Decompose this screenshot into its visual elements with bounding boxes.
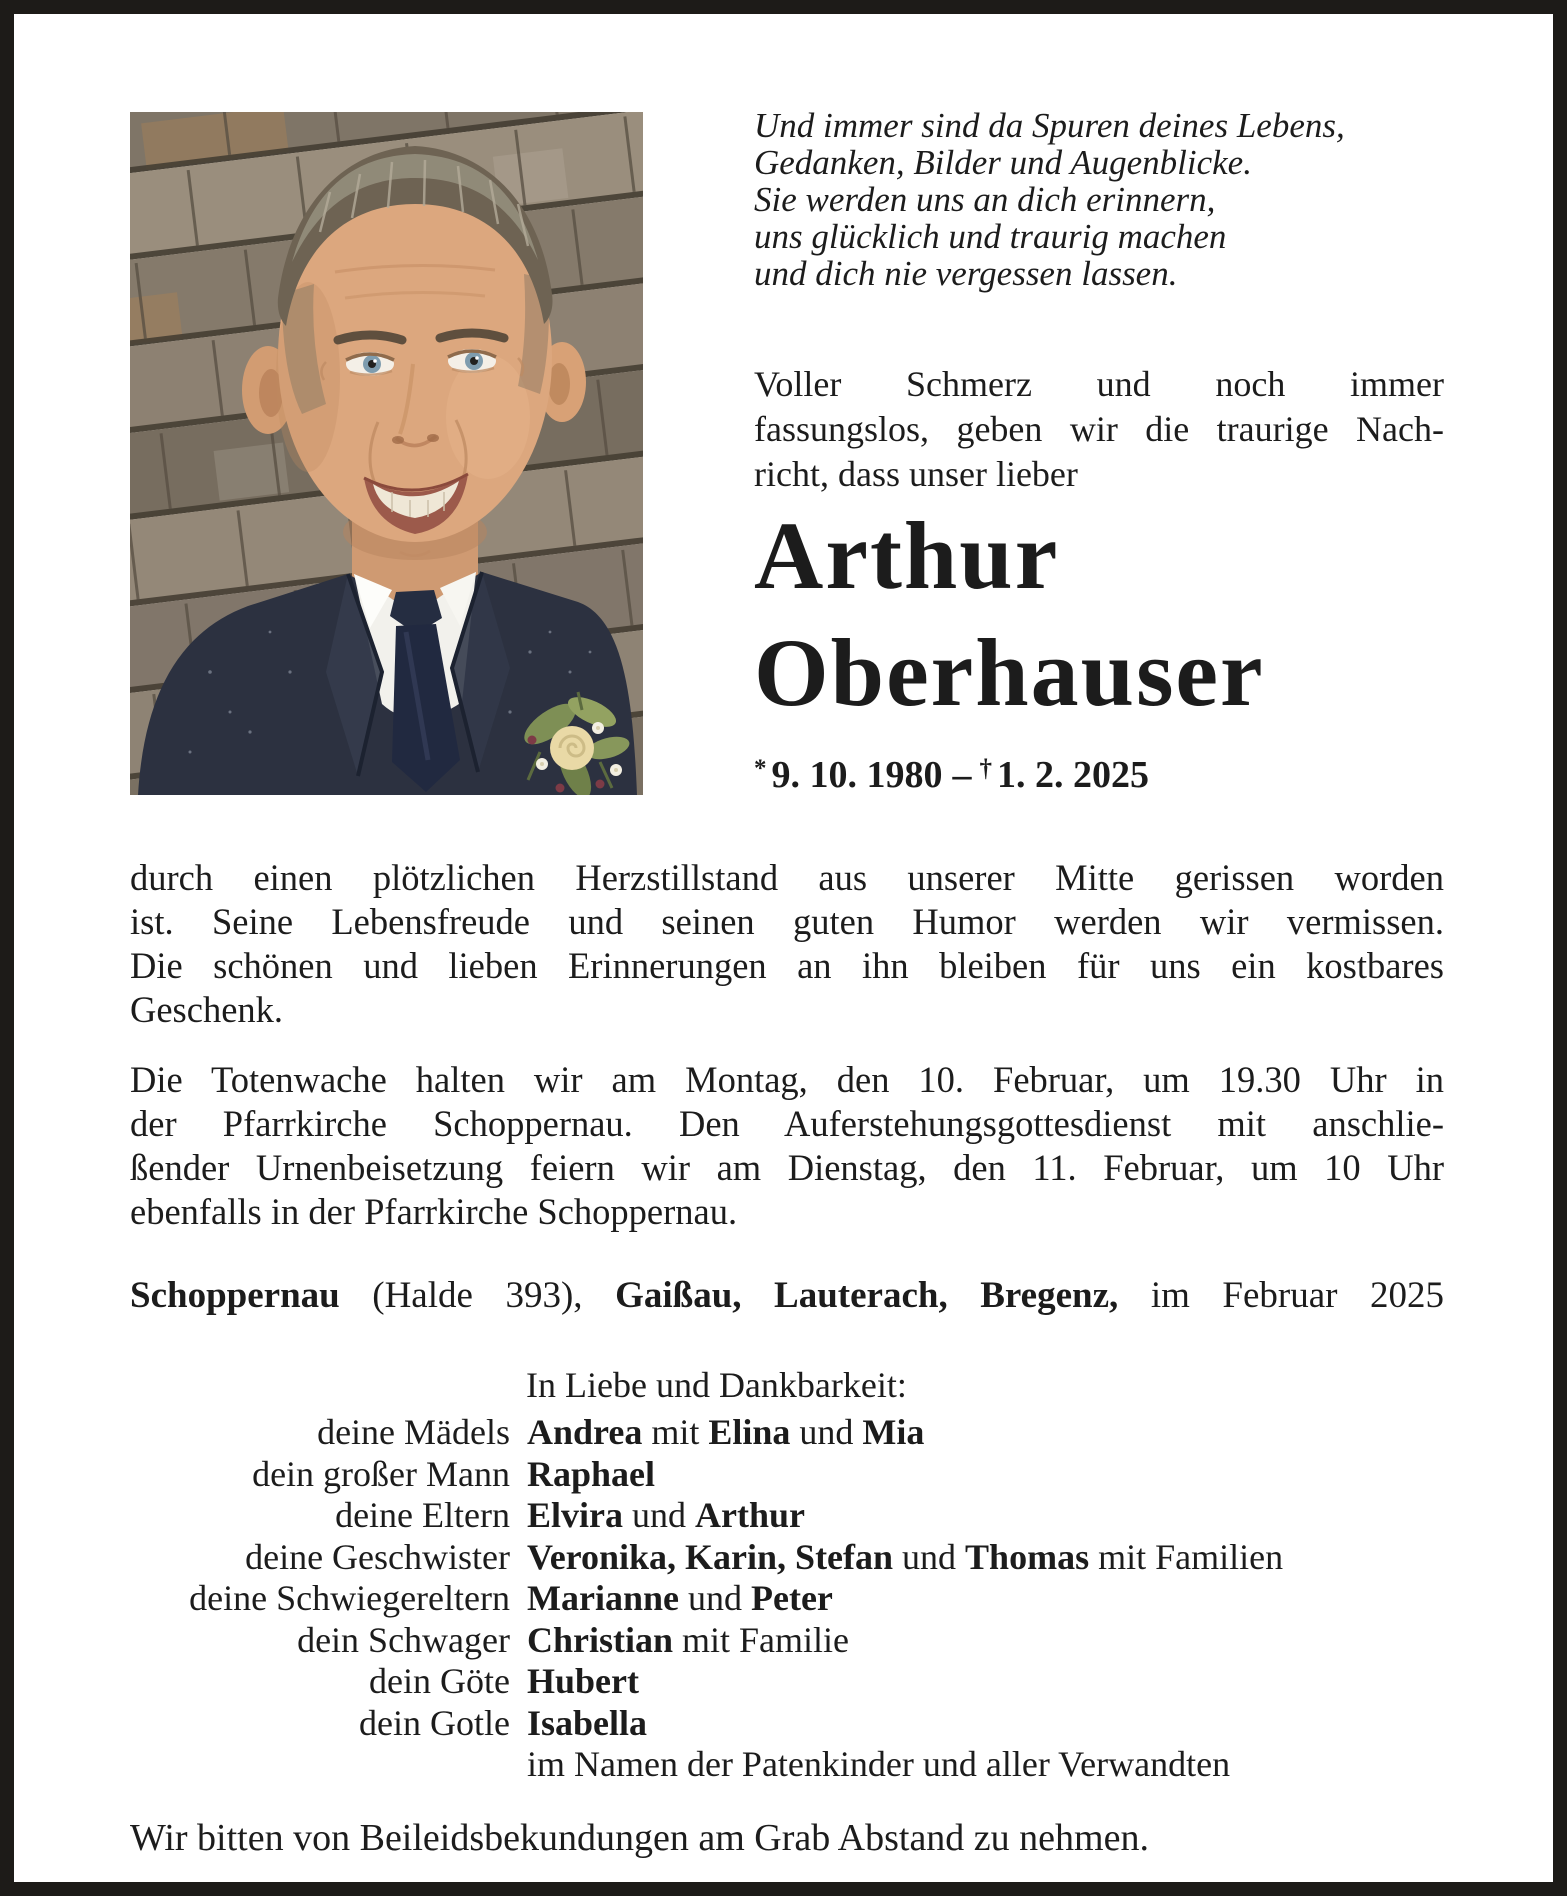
text-line: durch einen plötzlichen Herzstillstand aus unserer Mitte gerissen worden xyxy=(130,857,1444,898)
name-bold-segment: Gaißau, Lauterach, Bregenz, xyxy=(615,1275,1119,1316)
poem-line: uns glücklich und traurig machen xyxy=(754,217,1227,256)
portrait-illustration xyxy=(130,112,643,795)
life-dates xyxy=(754,745,1444,799)
deceased-name xyxy=(754,497,1444,731)
family-names xyxy=(527,1578,1444,1620)
text-line: ist. Seine Lebensfreude und seinen guten Humor werden wir vermissen. xyxy=(130,901,1444,942)
family-names xyxy=(527,1537,1444,1579)
text-segment: und xyxy=(623,1495,695,1535)
family-row xyxy=(130,1620,1444,1662)
text-segment: mit Familie xyxy=(673,1619,850,1660)
date-separator: – xyxy=(952,754,972,796)
family-role-label: dein Gotle xyxy=(359,1702,510,1743)
family-names xyxy=(527,1495,1444,1537)
name-bold-segment: Elina xyxy=(708,1412,791,1452)
family-row xyxy=(130,1412,1444,1454)
deceased-last-name: Oberhauser xyxy=(754,619,1265,726)
text-line: ebenfalls in der Pfarrkirche Schoppernau. xyxy=(130,1191,738,1232)
condolence-note: Wir bitten von Beileidsbekundungen am Grab Abstand zu nehmen. xyxy=(130,1816,1149,1859)
family-row xyxy=(130,1537,1444,1579)
family-role-label xyxy=(130,1744,510,1786)
text-line: fassungslos, geben wir die traurige Nach- xyxy=(754,409,1444,449)
name-bold-segment: Thomas xyxy=(965,1536,1090,1577)
birth-date: 9. 10. 1980 xyxy=(771,754,943,796)
family-row xyxy=(130,1578,1444,1620)
family-names xyxy=(527,1454,1444,1496)
name-bold-segment: Raphael xyxy=(527,1453,656,1494)
poem-line: und dich nie vergessen lassen. xyxy=(754,254,1178,293)
text-line: ßender Urnenbeisetzung feiern wir am Dienstag, den 11. Februar, um 10 Uhr xyxy=(130,1147,1444,1188)
farewell-heading: In Liebe und Dankbarkeit: xyxy=(526,1365,907,1405)
family-row xyxy=(130,1744,1444,1786)
family-names xyxy=(527,1703,1444,1745)
poem-line: Und immer sind da Spuren deines Lebens, xyxy=(754,106,1345,145)
family-list xyxy=(130,1412,1444,1786)
family-role-label: dein Göte xyxy=(369,1661,510,1701)
death-date: 1. 2. 2025 xyxy=(997,754,1149,796)
obituary-content xyxy=(14,14,1553,1862)
death-cross-symbol: † xyxy=(979,755,992,782)
name-bold-segment: Schoppernau xyxy=(130,1275,340,1316)
announcement-column xyxy=(754,107,1444,799)
name-bold-segment: Hubert xyxy=(527,1661,639,1701)
poem-line: Sie werden uns an dich erinnern, xyxy=(754,180,1216,219)
deceased-first-name: Arthur xyxy=(754,502,1060,609)
name-bold-segment: Elvira xyxy=(527,1495,623,1535)
name-bold-segment: Veronika, Karin, Stefan xyxy=(527,1536,894,1577)
name-bold-segment: Marianne xyxy=(527,1578,679,1618)
birth-star-symbol: * xyxy=(754,755,767,782)
text-segment: und xyxy=(790,1412,863,1452)
text-segment: im Namen der Patenkinder und aller Verwandten xyxy=(527,1744,1231,1784)
text-line: Die schönen und lieben Erinnerungen an ihn bleiben für uns ein kostbares xyxy=(130,945,1444,986)
obituary-paragraph-1 xyxy=(130,856,1444,1032)
family-row xyxy=(130,1454,1444,1496)
family-role-label: dein großer Mann xyxy=(252,1453,510,1494)
family-row xyxy=(130,1703,1444,1745)
name-bold-segment: Peter xyxy=(750,1578,833,1618)
text-segment: mit Familien xyxy=(1089,1536,1284,1577)
top-section xyxy=(130,92,1444,799)
text-segment: im Februar 2025 xyxy=(1118,1275,1445,1316)
text-segment: und xyxy=(893,1536,966,1577)
family-role-label: deine Mädels xyxy=(317,1412,510,1452)
family-row xyxy=(130,1495,1444,1537)
name-bold-segment: Arthur xyxy=(695,1495,805,1535)
name-bold-segment: Mia xyxy=(862,1412,925,1452)
family-role-label: deine Eltern xyxy=(335,1495,510,1535)
family-names xyxy=(527,1661,1444,1703)
family-names xyxy=(527,1412,1444,1454)
text-line: Geschenk. xyxy=(130,989,284,1030)
name-bold-segment: Christian xyxy=(527,1619,674,1660)
poem-line: Gedanken, Bilder und Augenblicke. xyxy=(754,143,1252,182)
text-segment: und xyxy=(678,1578,751,1618)
places-line xyxy=(130,1273,1444,1319)
name-bold-segment: Isabella xyxy=(527,1702,648,1743)
family-row xyxy=(130,1661,1444,1703)
family-role-label: dein Schwager xyxy=(297,1619,510,1660)
text-line: richt, dass unser lieber xyxy=(754,454,1078,494)
memorial-poem xyxy=(754,107,1444,292)
family-role-label: deine Schwiegereltern xyxy=(189,1578,510,1618)
announcement-intro xyxy=(754,362,1444,497)
text-line: Die Totenwache halten wir am Montag, den 10. Februar, um 19.30 Uhr in xyxy=(130,1059,1444,1100)
text-segment: (Halde 393), xyxy=(339,1275,616,1316)
portrait-photo xyxy=(130,112,643,795)
family-names xyxy=(527,1620,1444,1662)
family-role-label: deine Geschwister xyxy=(245,1536,510,1577)
name-bold-segment: Andrea xyxy=(527,1412,643,1452)
text-line: der Pfarrkirche Schoppernau. Den Auferstehungsgottesdienst mit anschlie- xyxy=(130,1103,1444,1144)
obituary-paragraph-2 xyxy=(130,1058,1444,1234)
text-line: Voller Schmerz und noch immer xyxy=(754,364,1444,404)
family-names xyxy=(527,1744,1444,1786)
text-segment: mit xyxy=(642,1412,709,1452)
